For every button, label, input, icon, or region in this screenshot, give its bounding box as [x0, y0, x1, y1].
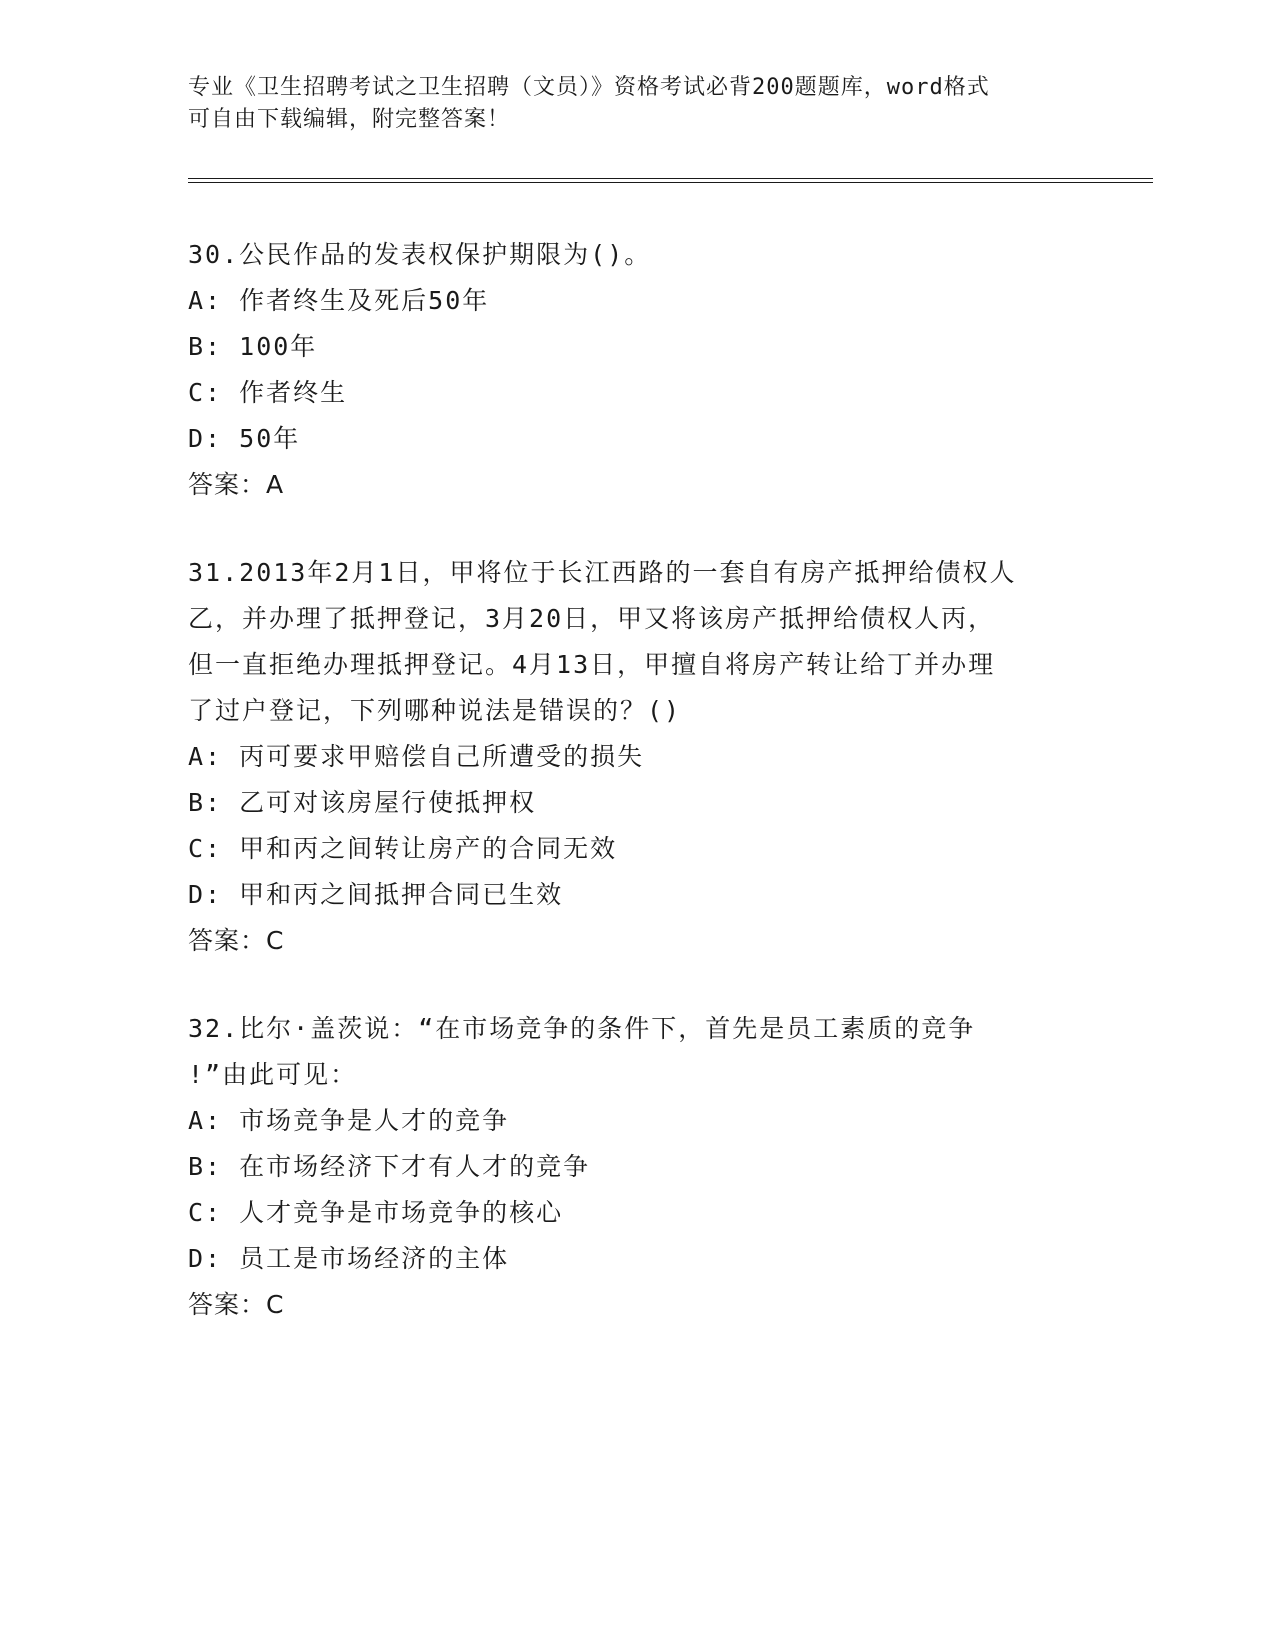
question-31: [188, 550, 1088, 964]
question-30: [188, 232, 1088, 508]
question-stem: 32.比尔·盖茨说：“在市场竞争的条件下，首先是员工素质的竞争: [188, 1014, 976, 1043]
question-stem: 了过户登记，下列哪种说法是错误的？(): [188, 696, 682, 725]
option-b: B: 乙可对该房屋行使抵押权: [188, 788, 537, 817]
answer: 答案：C: [188, 926, 285, 955]
question-stem: 乙，并办理了抵押登记，3月20日，甲又将该房产抵押给债权人丙，: [188, 604, 996, 633]
option-b: B: 100年: [188, 332, 318, 361]
document-header: [188, 72, 1088, 136]
header-line: 专业《卫生招聘考试之卫生招聘（文员）》资格考试必背200题题库，word格式: [188, 75, 990, 100]
option-b: B: 在市场经济下才有人才的竞争: [188, 1152, 591, 1181]
header-divider: [188, 182, 1153, 183]
question-32: [188, 1006, 1088, 1328]
question-stem: 但一直拒绝办理抵押登记。4月13日，甲擅自将房产转让给丁并办理: [188, 650, 996, 679]
option-c: C: 甲和丙之间转让房产的合同无效: [188, 834, 618, 863]
question-stem: !”由此可见：: [188, 1060, 358, 1089]
option-a: A: 丙可要求甲赔偿自己所遭受的损失: [188, 742, 645, 771]
question-list: [188, 232, 1088, 1370]
option-c: C: 人才竞争是市场竞争的核心: [188, 1198, 564, 1227]
question-stem: 30.公民作品的发表权保护期限为()。: [188, 240, 652, 269]
option-d: D: 员工是市场经济的主体: [188, 1244, 510, 1273]
option-d: D: 甲和丙之间抵押合同已生效: [188, 880, 564, 909]
answer: 答案：C: [188, 1290, 285, 1319]
header-line: 可自由下载编辑，附完整答案！: [188, 107, 511, 132]
question-stem: 31.2013年2月1日，甲将位于长江西路的一套自有房产抵押给债权人: [188, 558, 1017, 587]
answer: 答案：A: [188, 470, 285, 499]
option-a: A: 市场竞争是人才的竞争: [188, 1106, 510, 1135]
option-c: C: 作者终生: [188, 378, 348, 407]
header-divider: [188, 178, 1153, 179]
option-d: D: 50年: [188, 424, 301, 453]
option-a: A: 作者终生及死后50年: [188, 286, 490, 315]
